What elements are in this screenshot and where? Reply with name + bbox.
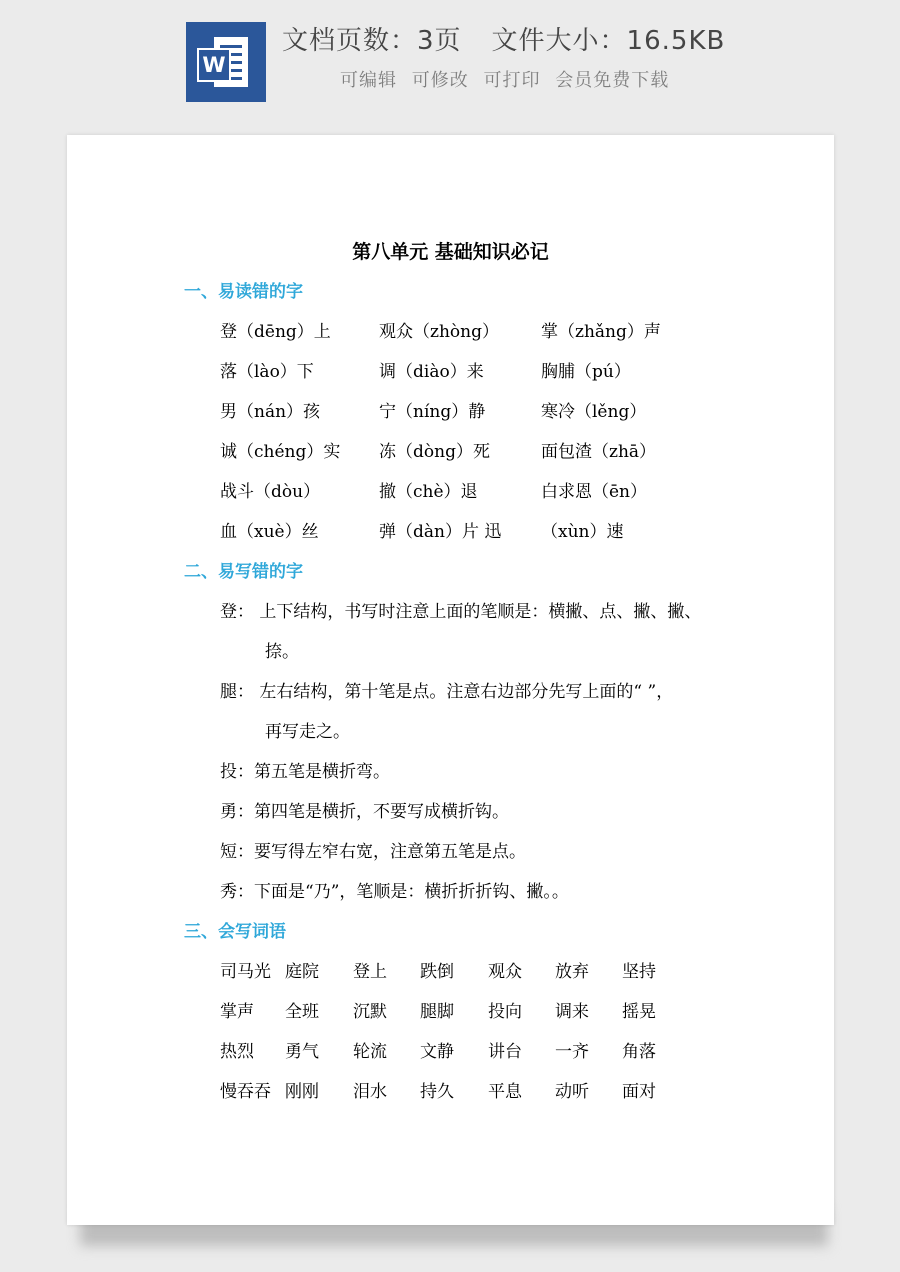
- section-title: 二、易写错的字: [184, 562, 303, 582]
- section-title: 三、会写词语: [184, 922, 286, 942]
- pronunciation-entry: 冻（dòng）死: [379, 442, 490, 462]
- table-row: [67, 957, 834, 981]
- vocabulary-word: 面对: [622, 1082, 656, 1102]
- feature-list: [340, 66, 677, 92]
- pronunciation-entry: 登（dēng）上: [220, 322, 331, 342]
- pronunciation-entry: 落（lào）下: [220, 362, 314, 382]
- writing-note-line: 秀：下面是“乃”，笔顺是：横折折折钩、撇。。: [220, 882, 569, 902]
- vocabulary-word: 庭院: [285, 962, 319, 982]
- pronunciation-entry: 血（xuè）丝: [220, 522, 319, 542]
- table-row: [67, 397, 834, 421]
- vocabulary-word: 角落: [622, 1042, 656, 1062]
- writing-note-line: 投：第五笔是横折弯。: [220, 762, 390, 782]
- writing-note-line: 再写走之。: [265, 722, 350, 742]
- pronunciation-entry: 白求恩（ēn）: [541, 482, 648, 502]
- writing-note-line: 短：要写得左窄右宽，注意第五笔是点。: [220, 842, 526, 862]
- vocabulary-word: 观众: [488, 962, 522, 982]
- vocabulary-word: 掌声: [220, 1002, 254, 1022]
- vocabulary-word: 文静: [420, 1042, 454, 1062]
- section-title: 一、易读错的字: [184, 282, 303, 302]
- table-row: [67, 517, 834, 541]
- vocabulary-word: 腿脚: [420, 1002, 454, 1022]
- document-title: 第八单元 基础知识必记: [352, 241, 549, 263]
- vocabulary-word: 持久: [420, 1082, 454, 1102]
- table-row: [67, 437, 834, 461]
- page-count: 文档页数：3页: [282, 26, 462, 56]
- pronunciation-entry: 男（nán）孩: [220, 402, 321, 422]
- pronunciation-entry: 宁（níng）静: [379, 402, 486, 422]
- table-row: [67, 357, 834, 381]
- vocabulary-word: 一齐: [555, 1042, 589, 1062]
- vocabulary-word: 热烈: [220, 1042, 254, 1062]
- writing-note-line: 捺。: [265, 642, 299, 662]
- vocabulary-word: 坚持: [622, 962, 656, 982]
- pronunciation-entry: 诚（chéng）实: [220, 442, 341, 462]
- vocabulary-word: 动听: [555, 1082, 589, 1102]
- vocabulary-word: 全班: [285, 1002, 319, 1022]
- vocabulary-word: 登上: [353, 962, 387, 982]
- feature-editable: 可编辑: [340, 70, 397, 91]
- pronunciation-entry: 弹（dàn）片 迅: [379, 522, 502, 542]
- pronunciation-entry: 寒冷（lěng）: [541, 402, 647, 422]
- vocabulary-word: 刚刚: [285, 1082, 319, 1102]
- pronunciation-entry: 胸脯（pú）: [541, 362, 631, 382]
- vocabulary-word: 慢吞吞: [220, 1082, 271, 1102]
- vocabulary-word: 讲台: [488, 1042, 522, 1062]
- document-meta: [282, 20, 725, 57]
- table-row: [67, 317, 834, 341]
- feature-modifiable: 可修改: [411, 70, 469, 91]
- word-letter: W: [197, 48, 231, 82]
- pronunciation-entry: 面包渣（zhā）: [541, 442, 657, 462]
- file-size: 文件大小：16.5KB: [491, 26, 726, 56]
- pronunciation-entry: 观众（zhòng）: [379, 322, 499, 342]
- vocabulary-word: 轮流: [353, 1042, 387, 1062]
- pronunciation-entry: 掌（zhǎng）声: [541, 322, 661, 342]
- pronunciation-entry: 战斗（dòu）: [220, 482, 321, 502]
- pronunciation-entry: （xùn）速: [541, 522, 624, 542]
- vocabulary-word: 司马光: [220, 962, 271, 982]
- table-row: [67, 1077, 834, 1101]
- vocabulary-word: 泪水: [353, 1082, 387, 1102]
- vocabulary-word: 投向: [488, 1002, 522, 1022]
- word-icon: [186, 22, 266, 102]
- vocabulary-word: 沉默: [353, 1002, 387, 1022]
- vocabulary-word: 摇晃: [622, 1002, 656, 1022]
- vocabulary-word: 勇气: [285, 1042, 319, 1062]
- pronunciation-entry: 调（diào）来: [379, 362, 484, 382]
- vocabulary-word: 调来: [555, 1002, 589, 1022]
- table-row: [67, 477, 834, 501]
- writing-note-line: 登： 上下结构，书写时注意上面的笔顺是：横撇、点、撇、撇、: [220, 602, 702, 622]
- writing-note-line: 腿： 左右结构，第十笔是点。注意右边部分先写上面的“ ”，: [220, 682, 674, 702]
- pronunciation-entry: 撤（chè）退: [379, 482, 478, 502]
- vocabulary-word: 跌倒: [420, 962, 454, 982]
- vocabulary-word: 平息: [488, 1082, 522, 1102]
- feature-member-download: 会员免费下载: [555, 70, 670, 91]
- table-row: [67, 1037, 834, 1061]
- writing-note-line: 勇：第四笔是横折，不要写成横折钩。: [220, 802, 509, 822]
- table-row: [67, 997, 834, 1021]
- vocabulary-word: 放弃: [555, 962, 589, 982]
- document-sheet: [67, 135, 834, 1225]
- feature-printable: 可打印: [483, 70, 541, 91]
